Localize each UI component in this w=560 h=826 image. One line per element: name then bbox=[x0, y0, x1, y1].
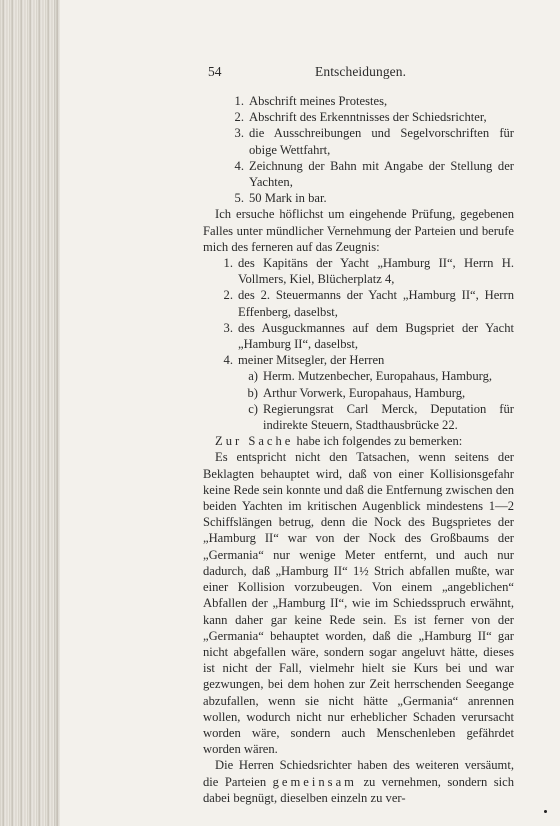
list-item: b) Arthur Vorwerk, Europahaus, Hamburg, bbox=[247, 385, 466, 400]
list-item: 4. meiner Mitsegler, der Herren bbox=[223, 353, 385, 368]
witness-list bbox=[203, 255, 514, 433]
matter-heading: Zur Sache bbox=[215, 434, 294, 449]
list-item: c) Regierungsrat Carl Merck, Deputation für indirekte Steuern, Stadthausbrücke 22. bbox=[248, 401, 514, 433]
page-number: 54 bbox=[208, 64, 222, 79]
running-title: Entscheidungen. bbox=[315, 64, 407, 79]
matter-paragraph bbox=[203, 433, 514, 449]
list-item: 3. die Ausschreibungen und Segelvorschriften für obige Wettfahrt, bbox=[234, 126, 514, 157]
body-paragraph-1: Es entspricht nicht den Tatsachen, wenn seitens der Beklagten behauptet wird, daß von einer Kollisionsgefahr keine Rede sein konnte und daß die Entfernung zwischen den beiden Yachten im kritischen Augenblick mindestens 1—2 Schiffslängen betrug, denn die Nock des Bugsprietes der „Hamburg II“ war von der Nock des Großbaums der „Germania“ nur wenige Meter entfernt, und auch nur dadurch, daß „Hamburg II“ 1½ Strich abfallen mußte, war einer Kollision vorzubeugen. Von einem „angeblichen“ Abfallen der „Hamburg II“, wie im Schiedsspruch erwähnt, kann daher gar keine Rede sein. Es ist ferner von der „Germania“ behauptet worden, daß die „Hamburg II“ gar nicht abgefallen wäre, sondern sogar angeluvt hätte, dieses ist nicht der Fall, vielmehr hielt sie Kurs bei und war gezwungen, bei dem hohen zur Zeit herrschenden Seegange abzufallen, wenn sie nicht hätte „Germania“ anrennen wollen, wodurch nicht nur erheblicher Schaden verursacht worden wäre, sondern auch Menschenleben gefährdet worden wären. bbox=[203, 450, 514, 757]
page-body bbox=[203, 93, 514, 806]
list-item: 1. des Kapitäns der Yacht „Hamburg II“, Herrn H. Vollmers, Kiel, Blücherplatz 4, bbox=[223, 256, 514, 287]
matter-intro: habe ich folgendes zu bemerken: bbox=[293, 434, 463, 449]
body-paragraph-2: Die Herren Schiedsrichter haben des weiteren versäumt, die Parteien gemeinsam zu vernehmen, sondern sich dabei begnügt, dieselben einzeln zu ver- bbox=[203, 758, 515, 805]
book-page-edges bbox=[0, 0, 60, 826]
emphasized-word: gemeinsam bbox=[272, 774, 357, 789]
list-item: 2. Abschrift des Erkenntnisses der Schiedsrichter, bbox=[234, 110, 487, 125]
request-paragraph: Ich ersuche höflichst um eingehende Prüfung, gegebenen Falles unter mündlicher Vernehmung der Parteien und berufe mich des ferneren auf das Zeugnis: bbox=[203, 207, 514, 254]
list-item: 5. 50 Mark in bar. bbox=[234, 191, 327, 206]
enclosure-list bbox=[203, 93, 514, 206]
list-item: 2. des 2. Steuermanns der Yacht „Hamburg II“, Herrn Effenberg, daselbst, bbox=[223, 288, 514, 319]
list-item: 3. des Ausguckmannes auf dem Bugspriet der Yacht „Hamburg II“, daselbst, bbox=[223, 320, 514, 352]
list-item: 4. Zeichnung der Bahn mit Angabe der Stellung der Yachten, bbox=[234, 158, 514, 190]
list-item: 1. Abschrift meines Protestes, bbox=[234, 94, 388, 108]
list-item: a) Herm. Mutzenbecher, Europahaus, Hamburg, bbox=[248, 369, 493, 384]
print-speck bbox=[544, 810, 547, 813]
